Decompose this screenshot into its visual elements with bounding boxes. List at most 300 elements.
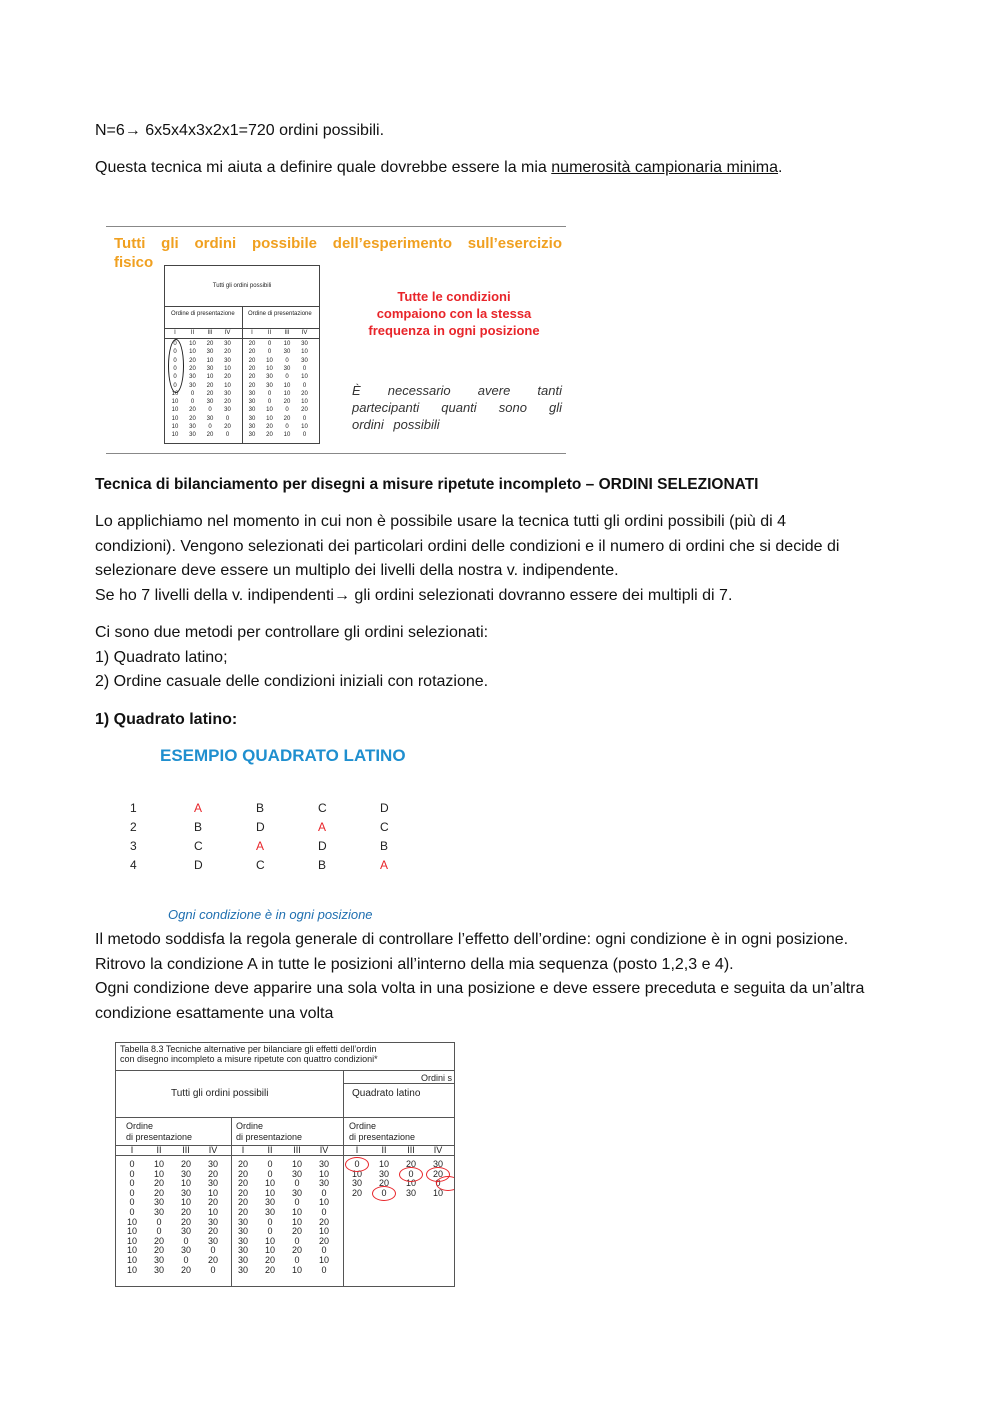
mini-cell: 0 [173, 341, 177, 347]
mini-cell: 10 [301, 424, 308, 430]
mini-cell: 20 [206, 341, 214, 347]
mini-cell: 20 [301, 390, 308, 397]
table-cell: 10 [126, 1226, 137, 1237]
table-cell: 30 [180, 1187, 191, 1198]
table-cell: 0 [294, 1235, 300, 1246]
mini-cell: 0 [267, 341, 272, 347]
paragraph-line: Ogni condizione deve apparire una sola volta in una posizione e deve essere preceduta e seguita da un’altra [95, 980, 865, 997]
method-item: 1) Quadrato latino; [95, 649, 228, 666]
mini-cell: 10 [266, 407, 273, 414]
mini-table-rule [165, 338, 319, 339]
mini-cell: 30 [206, 399, 214, 406]
table-cell: 0 [381, 1187, 387, 1198]
table-cell: 0 [294, 1197, 300, 1208]
row-number: 3 [130, 839, 137, 853]
section-heading-selected-orders: Tecnica di bilanciamento per disegni a misure ripetute incompleto – ORDINI SELEZIONATI [95, 476, 759, 493]
mini-cell: 20 [224, 349, 231, 356]
table-8-3-image [115, 1042, 455, 1287]
table-cell: 10 [207, 1187, 218, 1198]
table-cell: 10 [153, 1168, 164, 1179]
table-cell: 10 [126, 1245, 137, 1256]
table-cell: 10 [180, 1197, 191, 1208]
mini-roman-head: II [190, 330, 195, 336]
mini-cell: 0 [285, 407, 289, 414]
mini-col-head: Ordine di presentazione [248, 311, 312, 317]
table-cell: 0 [321, 1207, 327, 1217]
table-cell: 0 [408, 1168, 414, 1179]
table-cell: 0 [210, 1245, 216, 1256]
mini-col-head: Ordine di presentazione [171, 311, 235, 317]
mini-table-divider [242, 306, 243, 443]
intro-text: Questa tecnica mi aiuta a definire quale dovrebbe essere la mia [95, 159, 552, 176]
mini-cell: 30 [266, 374, 273, 381]
table-cell: 20 [237, 1187, 248, 1198]
mini-cell: 20 [224, 374, 231, 381]
mini-cell: 20 [266, 424, 273, 430]
table-cell: 0 [156, 1216, 162, 1227]
table-cell: 30 [264, 1207, 275, 1217]
mini-cell: 0 [302, 432, 307, 439]
first-column-ellipse [168, 339, 184, 393]
mini-cell: 30 [301, 341, 308, 347]
table-cell: 20 [291, 1245, 302, 1256]
condition-cell: C [318, 801, 327, 815]
mini-cell: 30 [189, 424, 196, 430]
mini-roman-head: IV [301, 330, 308, 336]
roman-head: I [355, 1145, 359, 1155]
latin-square-row [130, 801, 410, 817]
mini-cell: 10 [171, 432, 179, 439]
mini-cell: 20 [248, 357, 256, 364]
table-cell: 0 [267, 1216, 273, 1227]
mini-cell: 20 [248, 374, 256, 381]
figure-title: Tutti gli ordini possibile dell’esperimento sull’esercizio fisico [114, 235, 562, 271]
condition-cell: D [194, 858, 203, 872]
table-cell: 0 [129, 1187, 135, 1198]
paragraph-line: Ritrovo la condizione A in tutte le posizioni all’interno della mia sequenza (posto 1,2,3 e 4). [95, 956, 734, 973]
mini-cell: 10 [171, 407, 179, 414]
table-caption: Tabella 8.3 Tecniche alternative per bilanciare gli effetti dell’ordin [120, 1044, 377, 1054]
mini-cell: 30 [248, 415, 256, 422]
table-cell: 30 [237, 1226, 248, 1237]
table-cell: 10 [291, 1207, 302, 1217]
row-number: 4 [130, 858, 137, 872]
table-cell: 20 [180, 1216, 191, 1227]
latin-square-row [130, 820, 410, 836]
mini-cell: 20 [189, 357, 196, 364]
table-cell: 30 [180, 1226, 191, 1237]
mini-cell: 10 [266, 415, 273, 422]
roman-head: I [130, 1145, 134, 1155]
condition-cell: C [256, 858, 265, 872]
mini-cell: 30 [248, 407, 256, 414]
roman-head: III [407, 1145, 415, 1155]
row-number: 2 [130, 820, 137, 834]
table-cell: 30 [237, 1235, 248, 1246]
table-cell: 30 [264, 1197, 275, 1208]
mini-cell: 0 [267, 399, 272, 406]
mini-cell: 10 [283, 390, 291, 397]
table-cell: 20 [153, 1235, 164, 1246]
table-cell: 0 [156, 1226, 162, 1237]
zero-highlight-circle [399, 1167, 423, 1182]
table-cell: 0 [129, 1207, 135, 1217]
latin-square-caption: Ogni condizione è in ogni posizione [168, 907, 373, 922]
table-cell: 10 [264, 1187, 275, 1198]
table-cell: 10 [153, 1159, 164, 1169]
table-line [116, 1117, 454, 1118]
mini-cell: 10 [189, 341, 196, 347]
paragraph-line: Lo applichiamo nel momento in cui non è possibile usare la tecnica tutti gli ordini possibili (più di 4 [95, 513, 787, 530]
presentation-label: di presentazione [236, 1132, 303, 1142]
mini-cell: 20 [224, 399, 231, 406]
figure-bottom-rule [106, 453, 566, 454]
mini-cell: 0 [267, 390, 272, 397]
table-cell: 10 [180, 1178, 191, 1189]
table-cell: 0 [321, 1187, 327, 1198]
all-orders-figure [106, 226, 566, 454]
table-cell: 0 [129, 1168, 135, 1179]
ordine-label: Ordine [349, 1121, 377, 1131]
table-cell: 30 [180, 1245, 191, 1256]
mini-cell: 0 [285, 374, 289, 381]
mini-cell: 10 [301, 399, 308, 406]
table-cell: 30 [405, 1187, 416, 1198]
table-cell: 20 [237, 1159, 248, 1169]
table-cell: 30 [291, 1168, 302, 1179]
table-cell: 30 [153, 1207, 164, 1217]
table-cell: 30 [207, 1235, 218, 1246]
table-cell: 0 [267, 1226, 273, 1237]
table-cell: 20 [264, 1255, 275, 1265]
table-cell: 10 [378, 1159, 389, 1169]
table-cell: 0 [267, 1168, 273, 1179]
mini-cell: 0 [190, 399, 195, 406]
table-cell: 20 [207, 1197, 218, 1208]
table-cell: 20 [207, 1168, 218, 1179]
mini-cell: 20 [248, 349, 256, 356]
table-cell: 30 [153, 1264, 164, 1275]
table-cell: 30 [180, 1168, 191, 1179]
table-cell: 10 [264, 1235, 275, 1246]
table-line [231, 1117, 232, 1286]
ordine-label: Ordine [126, 1121, 154, 1131]
mini-cell: 0 [225, 432, 230, 439]
mini-cell: 20 [206, 432, 214, 439]
roman-head: I [241, 1145, 245, 1155]
mini-cell: 10 [266, 365, 273, 372]
mini-cell: 30 [189, 374, 196, 381]
condition-cell: B [380, 839, 389, 853]
mini-cell: 30 [283, 365, 291, 372]
table-cell: 0 [294, 1255, 300, 1265]
table-line [116, 1155, 454, 1156]
mini-cell: 10 [206, 357, 214, 364]
table-cell: 30 [291, 1187, 302, 1198]
roman-head: II [156, 1145, 162, 1155]
condition-cell: A [194, 801, 203, 815]
mini-cell: 20 [301, 407, 308, 414]
table-cell: 0 [129, 1197, 135, 1208]
method-item: 2) Ordine casuale delle condizioni iniziali con rotazione. [95, 673, 489, 690]
table-cell: 10 [126, 1264, 137, 1275]
table-cell: 20 [351, 1187, 362, 1198]
table-cell: 0 [294, 1178, 300, 1189]
intro-paragraph [95, 156, 782, 181]
section-heading-latin-square: 1) Quadrato latino: [95, 711, 238, 728]
zero-highlight-circle [345, 1157, 369, 1172]
table-cell: 20 [237, 1197, 248, 1208]
mini-cell: 30 [224, 341, 231, 347]
methods-intro: Ci sono due metodi per controllare gli ordini selezionati: [95, 624, 489, 641]
mini-cell: 0 [302, 365, 307, 372]
table-cell: 0 [321, 1245, 327, 1256]
table-cell: 30 [207, 1216, 218, 1227]
table-line [343, 1070, 344, 1286]
table-caption: con disegno incompleto a misure ripetute con quattro condizioni* [120, 1054, 378, 1064]
table-cell: 20 [432, 1168, 443, 1179]
table-cell: 30 [207, 1178, 218, 1189]
presentation-label: di presentazione [126, 1132, 193, 1142]
mini-cell: 20 [266, 432, 273, 439]
mini-cell: 30 [248, 432, 256, 439]
mini-cell: 30 [266, 382, 273, 389]
mini-cell: 0 [302, 415, 307, 422]
paragraph-line: selezionare deve essere un multiplo dei livelli della nostra v. indipendente. [95, 562, 619, 579]
roman-head: II [381, 1145, 387, 1155]
mini-cell: 0 [225, 415, 230, 422]
paragraph-line: Se ho 7 livelli della v. indipendenti→ gli ordini selezionati dovranno essere dei multipli di 7. [95, 587, 733, 604]
mini-cell: 10 [283, 382, 291, 389]
condition-cell: B [256, 801, 265, 815]
mini-cell: 10 [189, 349, 196, 356]
mini-cell: 0 [208, 424, 212, 430]
latin-square-row [130, 858, 410, 874]
mini-cell: 30 [301, 357, 308, 364]
table-cell: 20 [318, 1216, 329, 1227]
mini-cell: 10 [266, 357, 273, 364]
condition-cell: D [256, 820, 265, 834]
table-cell: 30 [432, 1159, 443, 1169]
mini-cell: 10 [301, 374, 308, 381]
roman-head: III [182, 1145, 190, 1155]
roman-head: IV [433, 1145, 443, 1155]
ordini-label: Ordini s [420, 1073, 452, 1083]
paragraph-line: Il metodo soddisfa la regola generale di controllare l’effetto dell’ordine: ogni condizione è in ogni posizione. [95, 931, 849, 948]
mini-cell: 30 [206, 365, 214, 372]
table-cell: 20 [405, 1159, 416, 1169]
figure-top-rule [106, 226, 566, 227]
mini-cell: 30 [206, 349, 214, 356]
formula-paragraph: N=6→ 6x5x4x3x2x1=720 ordini possibili. [95, 122, 385, 139]
table-cell: 20 [264, 1264, 275, 1275]
presentation-label: di presentazione [349, 1132, 416, 1142]
table-cell: 30 [378, 1168, 389, 1179]
table-cell: 0 [129, 1178, 135, 1189]
condition-cell: D [318, 839, 327, 853]
table-cell: 0 [267, 1159, 273, 1169]
mini-cell: 10 [171, 424, 179, 430]
table-cell: 10 [432, 1187, 443, 1198]
roman-head: III [293, 1145, 301, 1155]
table-cell: 10 [318, 1255, 329, 1265]
mini-cell: 10 [171, 415, 179, 422]
table-cell: 10 [126, 1235, 137, 1246]
roman-head: IV [319, 1145, 329, 1155]
table-cell: 10 [318, 1226, 329, 1237]
mini-cell: 10 [283, 341, 291, 347]
table-cell: 10 [126, 1216, 137, 1227]
table-cell: 30 [237, 1245, 248, 1256]
mini-cell: 0 [173, 357, 177, 364]
mini-cell: 0 [190, 390, 195, 397]
mini-roman-head: III [284, 330, 290, 336]
mini-cell: 30 [224, 407, 231, 414]
mini-cell: 30 [224, 390, 231, 397]
paragraph-line: condizioni). Vengono selezionati dei particolari ordini delle condizioni e il numero di ordini che si decide di [95, 538, 840, 555]
condition-cell: A [318, 820, 327, 834]
table-cell: 10 [264, 1245, 275, 1256]
table-cell: 0 [435, 1178, 441, 1189]
mini-cell: 30 [248, 424, 256, 430]
mini-cell: 30 [224, 357, 231, 364]
mini-cell: 0 [285, 357, 289, 364]
table-cell: 30 [207, 1159, 218, 1169]
zero-highlight-circle [436, 1176, 455, 1191]
table-cell: 10 [126, 1255, 137, 1265]
mini-cell: 20 [189, 407, 196, 414]
mini-cell: 20 [189, 415, 196, 422]
table-cell: 0 [183, 1235, 189, 1246]
condition-cell: D [380, 801, 389, 815]
mini-cell: 0 [173, 365, 177, 372]
table-cell: 20 [180, 1264, 191, 1275]
mini-cell: 10 [224, 382, 231, 389]
mini-cell: 0 [267, 349, 272, 356]
mini-cell: 20 [248, 365, 256, 372]
table-cell: 0 [210, 1264, 216, 1275]
participants-note: È necessario avere tanti partecipanti quanti sono gli ordini possibili [352, 383, 562, 432]
latin-square-label: Quadrato latino [352, 1088, 421, 1099]
table-cell: 20 [378, 1178, 389, 1189]
table-cell: 10 [318, 1197, 329, 1208]
mini-cell: 20 [248, 382, 256, 389]
table-cell: 10 [351, 1168, 362, 1179]
table-cell: 0 [321, 1264, 327, 1275]
table-cell: 10 [405, 1178, 416, 1189]
roman-head: IV [208, 1145, 218, 1155]
mini-roman-head: I [251, 330, 253, 336]
table-cell: 10 [207, 1207, 218, 1217]
mini-cell: 10 [171, 399, 179, 406]
roman-head: II [267, 1145, 273, 1155]
table-cell: 0 [354, 1159, 360, 1169]
table-cell: 20 [237, 1168, 248, 1179]
condition-cell: A [380, 858, 389, 872]
mini-cell: 10 [301, 349, 308, 356]
mini-cell: 0 [208, 407, 212, 414]
ordine-label: Ordine [236, 1121, 264, 1131]
mini-cell: 20 [206, 390, 214, 397]
table-cell: 30 [153, 1255, 164, 1265]
table-cell: 20 [237, 1178, 248, 1189]
table-cell: 20 [153, 1245, 164, 1256]
table-cell: 20 [180, 1207, 191, 1217]
mini-cell: 20 [283, 399, 291, 406]
condition-cell: C [194, 839, 203, 853]
table-cell: 30 [318, 1159, 329, 1169]
table-cell: 10 [291, 1216, 302, 1227]
condition-cell: B [318, 858, 327, 872]
latin-square-grid [130, 801, 410, 881]
table-cell: 0 [183, 1255, 189, 1265]
table-cell: 20 [153, 1178, 164, 1189]
table-cell: 30 [153, 1197, 164, 1208]
mini-cell: 20 [206, 382, 214, 389]
mini-cell: 20 [283, 415, 291, 422]
condition-cell: A [256, 839, 265, 853]
table-cell: 20 [291, 1226, 302, 1237]
mini-roman-head: III [207, 330, 213, 336]
table-line [343, 1083, 454, 1084]
condition-cell: C [380, 820, 389, 834]
mini-cell: 30 [189, 432, 196, 439]
table-cell: 10 [291, 1159, 302, 1169]
table-line [116, 1070, 454, 1071]
table-cell: 0 [129, 1159, 135, 1169]
mini-roman-head: IV [224, 330, 231, 336]
table-cell: 30 [237, 1255, 248, 1265]
mini-cell: 0 [173, 374, 177, 381]
intro-period: . [778, 159, 783, 176]
table-cell: 30 [351, 1178, 362, 1189]
mini-cell: 30 [189, 382, 196, 389]
mini-cell: 10 [283, 432, 291, 439]
mini-table-label: Tutti gli ordini possibili [212, 283, 272, 289]
all-orders-label: Tutti gli ordini possibili [171, 1088, 269, 1099]
mini-roman-head: II [267, 330, 272, 336]
table-cell: 10 [291, 1264, 302, 1275]
mini-cell: 30 [283, 349, 291, 356]
table-cell: 20 [237, 1207, 248, 1217]
mini-cell: 20 [248, 341, 256, 347]
all-orders-mini-table [164, 265, 320, 444]
table-cell: 20 [318, 1235, 329, 1246]
table-cell: 10 [264, 1178, 275, 1189]
mini-cell: 0 [173, 382, 177, 389]
row-number: 1 [130, 801, 137, 815]
mini-cell: 0 [302, 382, 307, 389]
table-cell: 30 [237, 1264, 248, 1275]
table-cell: 20 [153, 1187, 164, 1198]
mini-cell: 30 [248, 399, 256, 406]
frequency-note: Tutte le condizioni compaiono con la stessa frequenza in ogni posizione [368, 289, 540, 338]
mini-cell: 30 [206, 415, 214, 422]
mini-cell: 0 [285, 424, 289, 430]
zero-highlight-circle [372, 1186, 396, 1201]
mini-cell: 30 [248, 390, 256, 397]
latin-square-row [130, 839, 410, 855]
table-cell: 10 [318, 1168, 329, 1179]
table-cell: 30 [237, 1216, 248, 1227]
table-cell: 20 [180, 1159, 191, 1169]
mini-cell: 10 [206, 374, 214, 381]
mini-roman-head: I [174, 330, 176, 336]
underlined-term: numerosità campionaria minima [551, 159, 779, 176]
mini-cell: 10 [224, 365, 231, 372]
table-cell: 30 [318, 1178, 329, 1189]
table-cell: 20 [207, 1226, 218, 1237]
